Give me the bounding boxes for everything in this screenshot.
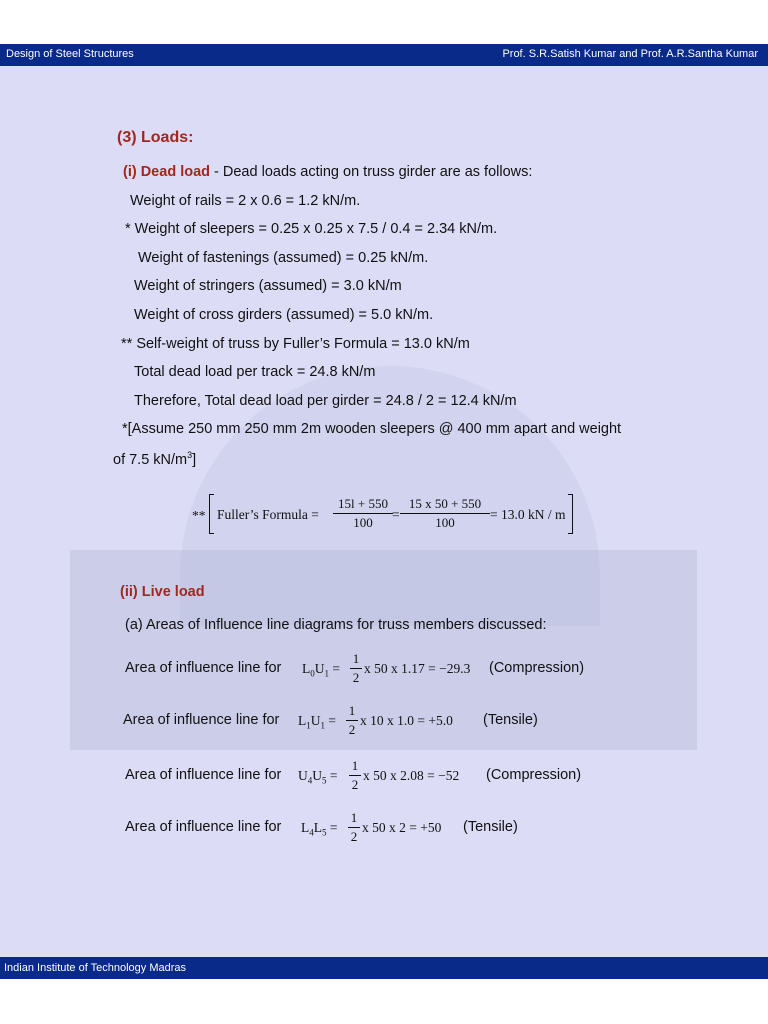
dead-load-heading: (i) Dead load: [123, 164, 211, 180]
dead-load-line: Weight of fastenings (assumed) = 0.25 kN/m.: [138, 250, 429, 266]
fraction-1: $\frac{15l + 550}{100}$: [333, 496, 393, 531]
row-label: Area of influence line for: [123, 712, 280, 728]
half-fraction: $\frac{1}{2}$: [348, 810, 360, 845]
formula-prefix: **: [192, 508, 206, 523]
dead-load-line: Total dead load per track = 24.8 kN/m: [134, 364, 376, 380]
course-title: Design of Steel Structures: [6, 48, 134, 60]
dead-load-line: Weight of stringers (assumed) = 3.0 kN/m: [134, 278, 402, 294]
institute-name: Indian Institute of Technology Madras: [4, 962, 187, 974]
formula-result: = 13.0 kN / m: [490, 507, 566, 522]
half-fraction: $\frac{1}{2}$: [350, 651, 362, 686]
row-expression: x 50 x 2 = +50: [362, 820, 442, 835]
row-expression: x 10 x 1.0 = +5.0: [360, 713, 453, 728]
section-title: (3) Loads:: [117, 129, 194, 146]
fraction-2: $\frac{15 x 50 + 550}{100}$: [400, 496, 490, 531]
live-load-intro: (a) Areas of Influence line diagrams for truss members discussed:: [125, 617, 547, 633]
row-label: Area of influence line for: [125, 660, 282, 676]
live-load-heading: (ii) Live load: [120, 584, 205, 600]
sleeper-note-cont: of 7.5 $kN/m^3$]: [113, 450, 197, 468]
sleeper-note: *[Assume 250 mm 250 mm 2m wooden sleepers @ 400 mm apart and weight: [122, 421, 622, 437]
formula-label: Fuller’s Formula =: [217, 507, 319, 522]
right-bracket: [568, 494, 573, 534]
row-kind: (Tensile): [463, 819, 518, 835]
row-label: Area of influence line for: [125, 819, 282, 835]
footer-bar: [0, 957, 768, 979]
half-fraction: $\frac{1}{2}$: [346, 703, 358, 738]
slide-area: [0, 66, 768, 957]
member-name: $U_4U_5$ =: [298, 768, 338, 786]
row-expression: x 50 x 1.17 = −29.3: [364, 661, 471, 676]
member-name: $L_1U_1$ =: [298, 713, 336, 731]
dead-load-line: ** Self-weight of truss by Fuller’s Formula = 13.0 kN/m: [121, 336, 470, 352]
row-expression: x 50 x 2.08 = −52: [363, 768, 460, 783]
left-bracket: [209, 494, 214, 534]
dead-load-intro: [123, 164, 532, 180]
member-name: $L_4L_5$ =: [301, 820, 338, 838]
row-kind: (Tensile): [483, 712, 538, 728]
dead-load-line: Weight of cross girders (assumed) = 5.0 kN/m.: [134, 307, 434, 323]
row-label: Area of influence line for: [125, 767, 282, 783]
row-kind: (Compression): [489, 660, 585, 676]
half-fraction: $\frac{1}{2}$: [349, 758, 361, 793]
dead-load-line: Therefore, Total dead load per girder = 24.8 / 2 = 12.4 kN/m: [134, 393, 517, 409]
authors: Prof. S.R.Satish Kumar and Prof. A.R.Santha Kumar: [502, 48, 758, 60]
dead-load-line: * Weight of sleepers = 0.25 x 0.25 x 7.5 / 0.4 = 2.34 kN/m.: [125, 221, 498, 237]
member-name: $L_0U_1$ =: [302, 661, 340, 679]
dead-load-intro-text: - Dead loads acting on truss girder are as follows:: [210, 164, 533, 180]
dead-load-line: Weight of rails = 2 x 0.6 = 1.2 kN/m.: [130, 193, 361, 209]
header-bar: [0, 44, 768, 66]
equals-sign: =: [392, 507, 400, 522]
row-kind: (Compression): [486, 767, 582, 783]
